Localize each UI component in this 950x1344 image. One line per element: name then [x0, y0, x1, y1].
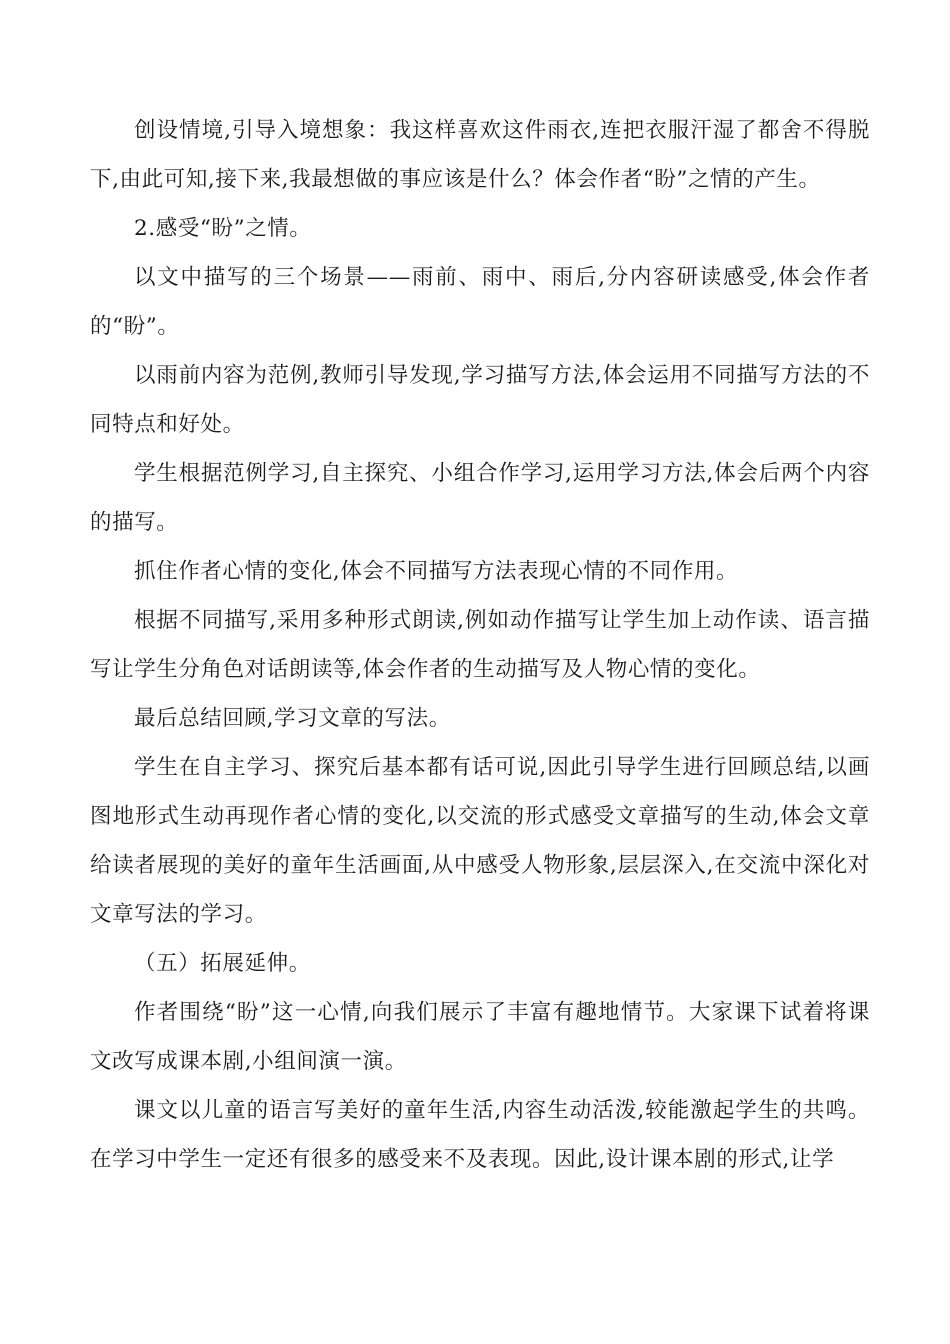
- paragraph-play-reason: 课文以儿童的语言写美好的童年生活,内容生动活泼,较能激起学生的共鸣。在学习中学生一定还有很多的感受来不及表现。因此,设计课本剧的形式,让学: [90, 1098, 870, 1172]
- paragraph-before-rain-example: 以雨前内容为范例,教师引导发现,学习描写方法,体会运用不同描写方法的不同特点和好处。: [90, 363, 870, 437]
- paragraph-mood-change: 抓住作者心情的变化,体会不同描写方法表现心情的不同作用。: [134, 559, 739, 584]
- paragraph-situation: 创设情境,引导入境想象：我这样喜欢这件雨衣,连把衣服汗湿了都舍不得脱下,由此可知,接下来,我最想做的事应该是什么？体会作者“盼”之情的产生。: [90, 118, 870, 192]
- paragraph-play-task: 作者围绕“盼”这一心情,向我们展示了丰富有趣地情节。大家课下试着将课文改写成课本剧,小组间演一演。: [90, 1000, 870, 1074]
- paragraph-heading-feel-pan: 2.感受“盼”之情。: [134, 216, 312, 241]
- paragraph-reading-forms: 根据不同描写,采用多种形式朗读,例如动作描写让学生加上动作读、语言描写让学生分角色对话朗读等,体会作者的生动描写及人物心情的变化。: [90, 608, 870, 682]
- document-page: [90, 106, 870, 1184]
- paragraph-review: 学生在自主学习、探究后基本都有话可说,因此引导学生进行回顾总结,以画图地形式生动再现作者心情的变化,以交流的形式感受文章描写的生动,体会文章给读者展现的美好的童年生活画面,从中感受人物形象,层层深入,在交流中深化对文章写法的学习。: [90, 755, 870, 927]
- paragraph-student-study: 学生根据范例学习,自主探究、小组合作学习,运用学习方法,体会后两个内容的描写。: [90, 461, 870, 535]
- paragraph-heading-extension: （五）拓展延伸。: [134, 951, 311, 976]
- paragraph-summary: 最后总结回顾,学习文章的写法。: [134, 706, 451, 731]
- paragraph-three-scenes: 以文中描写的三个场景——雨前、雨中、雨后,分内容研读感受,体会作者的“盼”。: [90, 265, 870, 339]
